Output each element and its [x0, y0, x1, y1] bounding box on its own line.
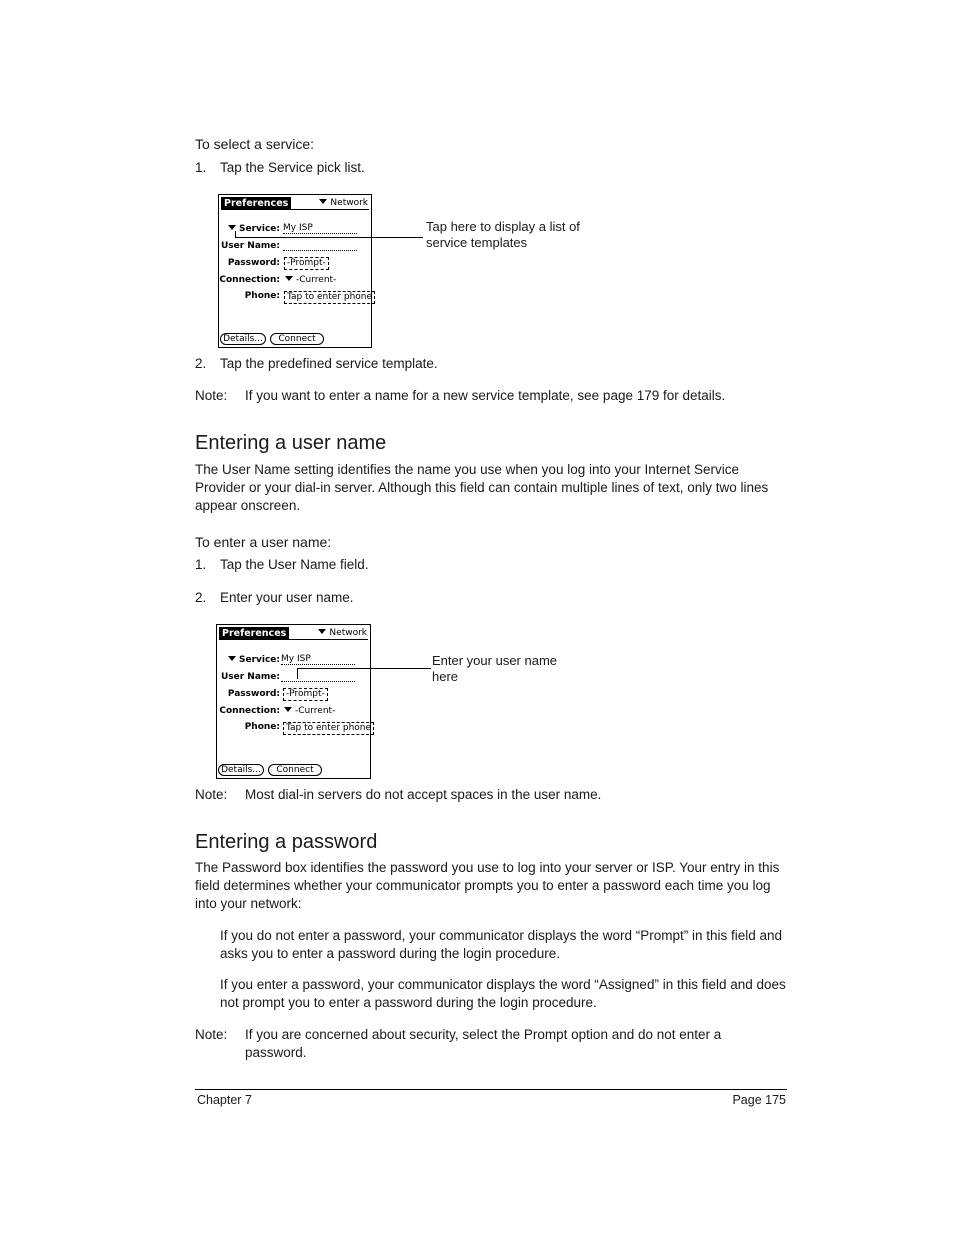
step-2 — [195, 355, 595, 373]
list-item-assigned-password: If you enter a password, your communicator displays the word “Assigned” in this field and does not prompt you to enter a password during the login procedure. — [220, 977, 786, 1010]
footer-rule — [195, 1089, 787, 1090]
connection-value-text: -Current- — [295, 706, 336, 716]
note-security — [195, 1026, 787, 1062]
phone-box: Tap to enter phone — [284, 291, 375, 304]
procedure-heading-select-service: To select a service: — [195, 136, 315, 152]
category-label: Network — [330, 198, 368, 208]
heading-password: Entering a password — [195, 831, 378, 853]
connection-value — [285, 275, 336, 285]
category-label: Network — [329, 628, 367, 638]
paragraph-password: The Password box identifies the password you use to log into your server or ISP. Your entry in this field determines whether your communicator prompts you to enter a password each time you log into your network: — [195, 860, 780, 911]
details-button: Details... — [220, 333, 266, 345]
step-number: 2. — [195, 356, 207, 371]
paragraph-user-name: The User Name setting identifies the name you use when you log into your Internet Service Provider or your dial-in server. Although this field can contain multiple lines of text, only two lines appear onscreen. — [195, 462, 769, 513]
note-spaces — [195, 786, 787, 804]
connection-value — [284, 706, 335, 716]
details-button: Details... — [218, 764, 264, 776]
connect-button: Connect — [270, 333, 324, 345]
password-box: -Prompt- — [283, 688, 328, 701]
connection-value-text: -Current- — [296, 275, 337, 285]
chevron-down-icon — [228, 656, 236, 661]
note-text: If you are concerned about security, select the Prompt option and do not enter a password. — [245, 1027, 722, 1060]
note-service-template — [195, 387, 787, 405]
title-rule — [221, 209, 369, 210]
connect-button: Connect — [268, 764, 322, 776]
password-label: Password: — [227, 258, 280, 268]
callout-service: Tap here to display a list of service templates — [426, 219, 580, 250]
palm-category-picker — [318, 628, 367, 638]
phone-label: Phone: — [244, 291, 280, 301]
step-number: 1. — [195, 557, 207, 572]
step-text: Tap the User Name field. — [220, 557, 369, 572]
palm-title: Preferences — [219, 627, 289, 640]
heading-user-name: Entering a user name — [195, 432, 387, 454]
username-field — [283, 250, 357, 251]
list-item-no-password: If you do not enter a password, your communicator displays the word “Prompt” in this field and asks you to enter a password during the login procedure. — [220, 928, 783, 961]
phone-label: Phone: — [244, 722, 280, 732]
palm-title: Preferences — [221, 197, 291, 210]
callout-line — [297, 668, 431, 669]
phone-box: Tap to enter phone — [283, 722, 374, 735]
chevron-down-icon — [285, 276, 293, 281]
title-rule — [219, 639, 368, 640]
note-text: If you want to enter a name for a new service template, see page 179 for details. — [245, 388, 726, 403]
step-1 — [195, 556, 595, 574]
username-field — [281, 681, 355, 682]
username-label: User Name: — [220, 672, 280, 682]
note-label: Note: — [195, 1027, 228, 1042]
footer-chapter: Chapter 7 — [197, 1093, 252, 1107]
service-label — [228, 655, 280, 665]
procedure-heading-user-name: To enter a user name: — [195, 534, 332, 550]
step-number: 2. — [195, 590, 207, 605]
palm-category-picker — [319, 198, 368, 208]
step-number: 1. — [195, 160, 207, 175]
service-label-text: Service: — [238, 224, 280, 234]
chevron-down-icon — [284, 707, 292, 712]
palm-screen-username — [216, 624, 371, 779]
footer-page-number: Page 175 — [732, 1093, 786, 1107]
step-text: Tap the Service pick list. — [220, 160, 365, 175]
note-label: Note: — [195, 787, 228, 802]
password-label: Password: — [227, 689, 280, 699]
service-label-text: Service: — [238, 655, 280, 665]
connection-label: Connection: — [219, 706, 280, 716]
connection-label: Connection: — [219, 275, 280, 285]
callout-line — [235, 237, 423, 238]
service-underline — [281, 664, 355, 665]
note-text: Most dial-in servers do not accept spaces in the user name. — [245, 787, 602, 802]
text-cursor — [297, 669, 298, 679]
note-label: Note: — [195, 388, 228, 403]
callout-username: Enter your user name here — [432, 653, 558, 684]
service-value: My ISP — [281, 654, 311, 664]
chevron-down-icon — [228, 225, 236, 230]
step-1 — [195, 159, 595, 177]
step-2 — [195, 589, 595, 607]
chevron-down-icon — [319, 199, 327, 204]
password-box: -Prompt- — [284, 257, 329, 270]
chevron-down-icon — [318, 629, 326, 634]
service-value: My ISP — [283, 223, 313, 233]
username-label: User Name: — [220, 241, 280, 251]
palm-screen-service — [218, 194, 372, 348]
step-text: Enter your user name. — [220, 590, 354, 605]
step-text: Tap the predefined service template. — [220, 356, 438, 371]
service-underline — [283, 233, 357, 234]
